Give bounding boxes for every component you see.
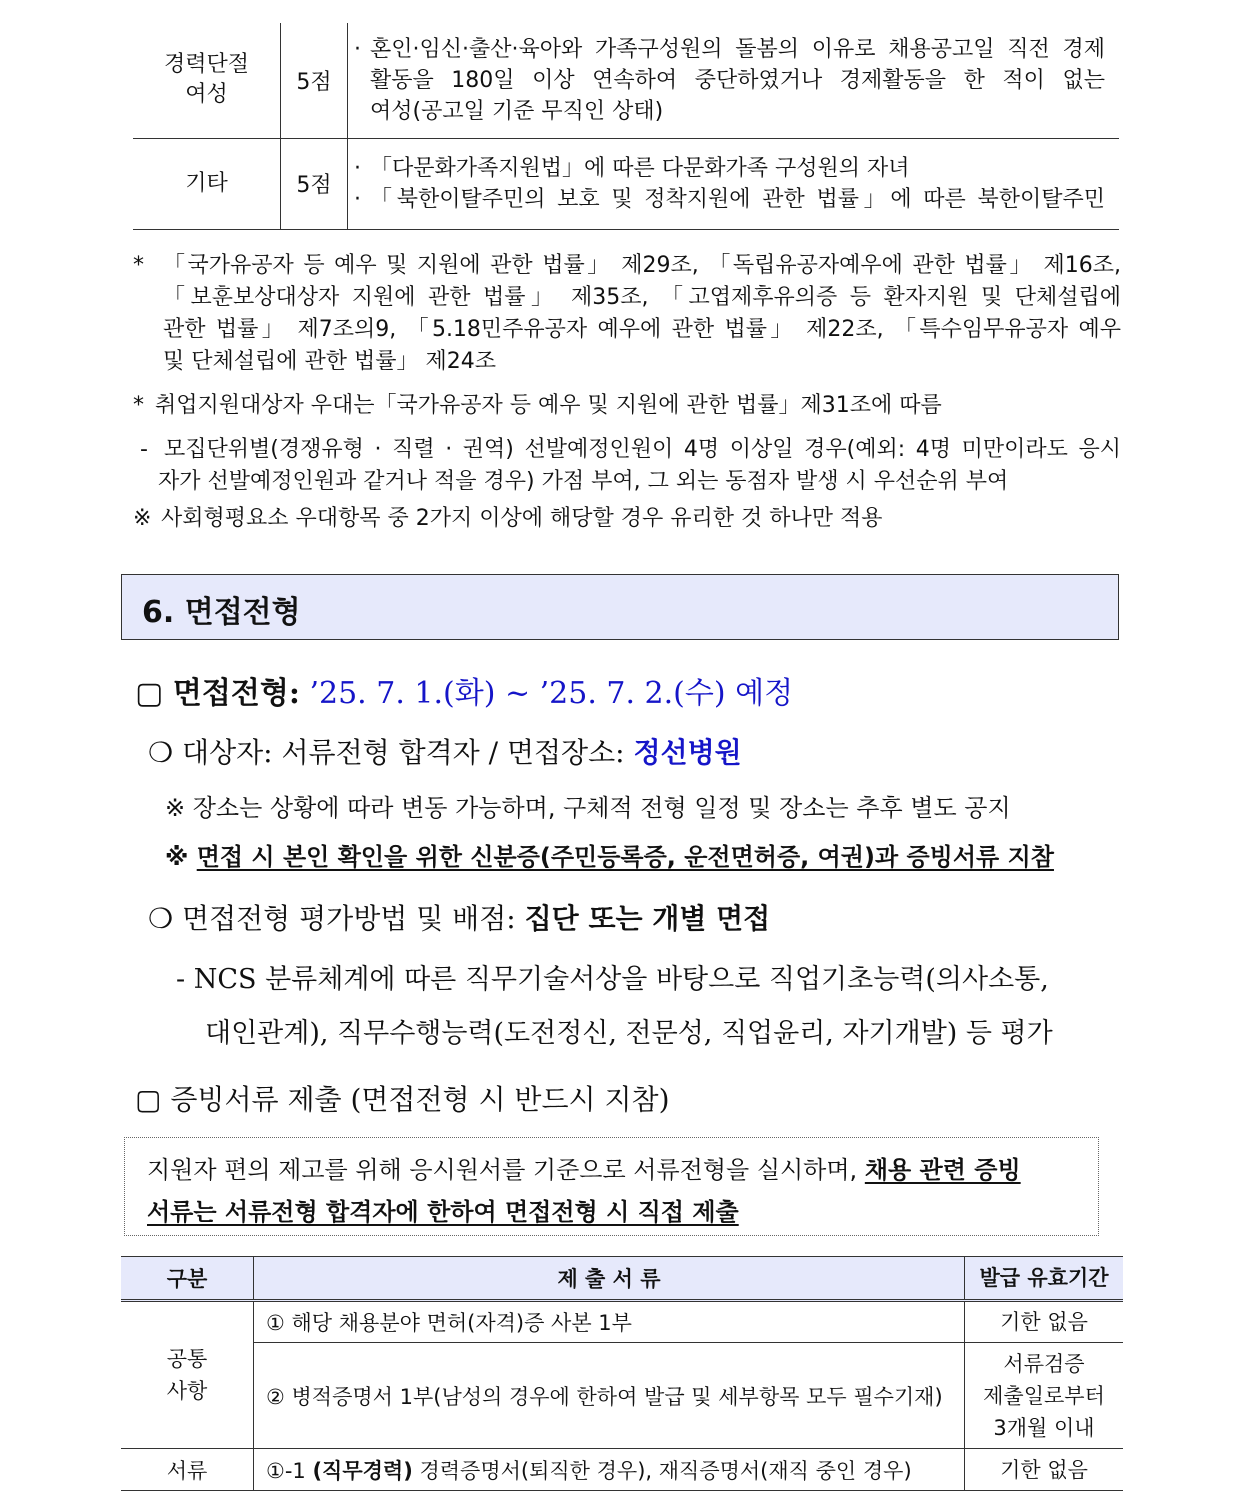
table-header-row (121, 1257, 1123, 1301)
list-item (354, 153, 1105, 184)
validity-cell: 기한 없음 (965, 1449, 1124, 1491)
column-header: 발급 유효기간 (965, 1257, 1124, 1301)
points-cell: 5점 (281, 138, 348, 229)
points-cell: 5점 (281, 23, 348, 138)
document-item: ② 병적증명서 1부(남성의 경우에 한하여 발급 및 세부항목 모두 필수기재) (254, 1343, 965, 1449)
interview-schedule (135, 668, 793, 712)
validity-cell: 기한 없음 (965, 1301, 1124, 1343)
note-line: 사회형평요소 우대항목 중 2가지 이상에 해당할 경우 유리한 것 하나만 적용 (161, 506, 883, 531)
category-cell (133, 138, 281, 229)
section-header (121, 574, 1119, 640)
category-label: 기타 (185, 170, 228, 196)
description-line: 혼인·임신·출산·육아와 가족구성원의 돌봄의 이유로 채용공고일 직전 경제 (370, 36, 1105, 62)
note-line: 취업지원대상자 우대는「국가유공자 등 예우 및 지원에 관한 법률」제31조에 따름 (155, 393, 942, 418)
notice-emphasis: 채용 관련 증빙 (864, 1156, 1021, 1184)
interview-date: ’25. 7. 1.(화) ~ ’25. 7. 2.(수) 예정 (309, 676, 794, 711)
category-cell (133, 23, 281, 138)
documents-table (121, 1256, 1123, 1491)
table-row (121, 1301, 1123, 1343)
law-note (133, 250, 1121, 378)
reference-mark-icon: ※ (165, 843, 189, 871)
method-label: 면접전형 평가방법 및 배점: (182, 902, 516, 935)
ncs-text: NCS 분류체계에 따른 직무기술서상을 바탕으로 직업기초능력(의사소통, (193, 964, 1049, 995)
place-note (165, 788, 1011, 823)
description-line: 「다문화가족지원법」에 따른 다문화가족 구성원의 자녀 (370, 155, 910, 181)
interview-target (148, 731, 742, 771)
group-cell: 서류 (121, 1449, 254, 1491)
table-row (133, 138, 1119, 229)
bullet-icon: · (354, 36, 361, 62)
asterisk-icon: * (133, 253, 144, 278)
note-line: 「보훈보상대상자 지원에 관한 법률」 제35조, 「고엽제후유의증 등 환자지원 및 단체설립에 (163, 285, 1121, 310)
notice-text: 지원자 편의 제고를 위해 응시원서를 기준으로 서류전형을 실시하며, (147, 1156, 858, 1184)
place-note-text: 장소는 상황에 따라 변동 가능하며, 구체적 전형 일정 및 장소는 추후 별도 공지 (192, 794, 1011, 822)
list-item (354, 34, 1105, 127)
note-line: 및 단체설립에 관한 법률」 제24조 (163, 349, 496, 374)
dash-icon: - (140, 437, 148, 462)
dash-icon: - (176, 964, 186, 995)
section-title: 6. 면접전형 (142, 595, 301, 630)
circle-bullet-icon: ❍ (148, 736, 174, 769)
table-row (121, 1449, 1123, 1491)
notice-line (147, 1150, 1021, 1185)
eligibility-table (133, 23, 1119, 230)
social-note (133, 503, 1121, 535)
asterisk-icon: * (133, 393, 144, 418)
document-item: ① 해당 채용분야 면허(자격)증 사본 1부 (254, 1301, 965, 1343)
item-category: (직무경력) (312, 1458, 413, 1483)
reference-mark-icon: ※ (133, 506, 152, 531)
ncs-line: 대인관계), 직무수행능력(도전정신, 전문성, 직업윤리, 자기개발) 등 평가 (205, 1018, 1053, 1049)
interview-place: 정선병원 (633, 736, 742, 769)
target-text: 대상자: 서류전형 합격자 / 면접장소: (182, 736, 625, 769)
checkbox-icon: ▢ (135, 1083, 162, 1116)
unit-note (140, 434, 1121, 498)
table-row (133, 23, 1119, 138)
description-line: 「북한이탈주민의 보호 및 정착지원에 관한 법률」에 따른 북한이탈주민 (370, 186, 1105, 212)
document-item (254, 1449, 965, 1491)
category-label: 경력단절 (163, 52, 249, 78)
description-line: 활동을 180일 이상 연속하여 중단하였거나 경제활동을 한 적이 없는 (370, 67, 1105, 93)
list-item (354, 184, 1105, 215)
note-line: 「국가유공자 등 예우 및 지원에 관한 법률」 제29조, 「독립유공자예우에 관한 법률」 제16조, (163, 253, 1121, 278)
documents-heading (135, 1078, 670, 1118)
description-line: 여성(공고일 기준 무직인 상태) (370, 98, 664, 124)
bullet-icon: · (354, 155, 361, 181)
table-row (121, 1343, 1123, 1449)
notice-emphasis: 서류는 서류전형 합격자에 한하여 면접전형 시 직접 제출 (147, 1198, 739, 1226)
category-label: 여성 (185, 82, 228, 108)
id-note-text: 면접 시 본인 확인을 위한 신분증(주민등록증, 운전면허증, 여권)과 증빙서류 지참 (196, 843, 1054, 871)
item-number: ①-1 (266, 1458, 306, 1483)
interview-label: 면접전형: (172, 676, 300, 711)
description-cell (348, 138, 1120, 229)
note-line: 자가 선발예정인원과 같거나 적을 경우) 가점 부여, 그 외는 동점자 발생 시 우선순위 부여 (158, 469, 1009, 494)
employment-note (133, 390, 1121, 422)
ncs-line (176, 957, 1049, 996)
description-text (370, 34, 1105, 127)
note-line: 모집단위별(경쟁유형 · 직렬 · 권역) 선발예정인원이 4명 이상일 경우(예외: 4명 미만이라도 응시 (164, 437, 1121, 462)
column-header: 제 출 서 류 (254, 1257, 965, 1301)
reference-mark-icon: ※ (165, 794, 186, 822)
bullet-icon: · (354, 186, 361, 212)
id-note (165, 837, 1054, 872)
documents-notice-box (124, 1137, 1099, 1236)
circle-bullet-icon: ❍ (148, 902, 174, 935)
item-text: 경력증명서(퇴직한 경우), 재직증명서(재직 중인 경우) (419, 1458, 912, 1483)
description-cell (348, 23, 1120, 138)
note-line: 관한 법률」 제7조의9, 「5.18민주유공자 예우에 관한 법률」 제22조, 「특수임무유공자 예우 (163, 317, 1121, 342)
group-cell: 공통 사항 (121, 1301, 254, 1449)
documents-heading-text: 증빙서류 제출 (면접전형 시 반드시 지참) (170, 1083, 670, 1116)
interview-method (148, 897, 770, 937)
column-header: 구분 (121, 1257, 254, 1301)
method-value: 집단 또는 개별 면접 (524, 902, 771, 935)
checkbox-icon: ▢ (135, 676, 164, 711)
validity-cell: 서류검증 제출일로부터 3개월 이내 (965, 1343, 1124, 1449)
